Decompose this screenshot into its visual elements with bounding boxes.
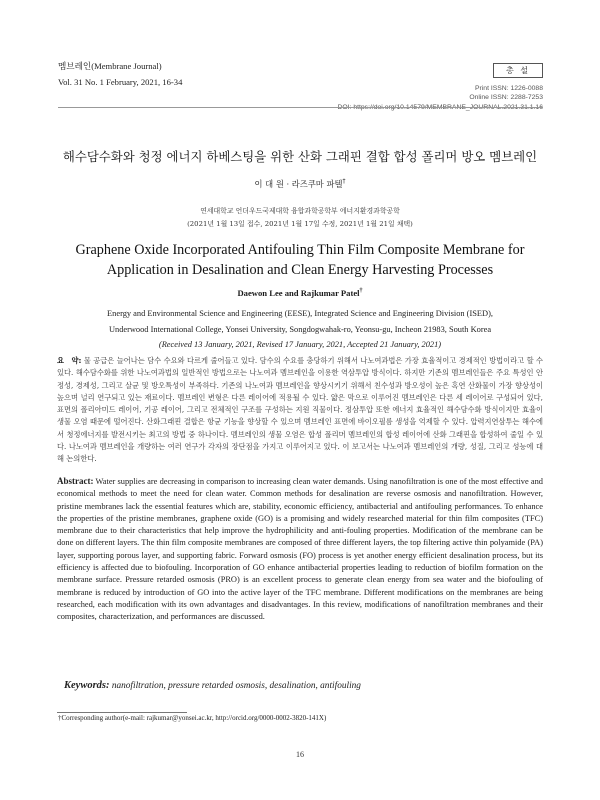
- korean-authors: [0, 178, 600, 190]
- english-dates: (Received 13 January, 2021, Revised 17 January, 2021, Accepted 21 January, 2021): [158, 340, 442, 349]
- english-affiliation: [0, 306, 600, 353]
- header-divider: [58, 107, 543, 108]
- korean-abstract-text: 물 공급은 늘어나는 담수 수요와 다르게 줄어들고 있다. 담수의 수요를 충당하기 위해서 나노여과법은 가장 효율적이고 경제적인 방법이라고 할 수 있다. 해수담수화를 위한 나노여과법의 일반적인 방법으로는 나노여과 멤브레인을 이용한 역삼투압 방식이다. 하지만 기존의 멤브레인들은 주요 특성인 안정성, 경제성, 그리고 살균 및 방오특성이 부족하다. 기존의 나노여과 멤브레인을 향상시키기 위해서 친수성과 방오성이 높은 혹연 산화물이 가장 향상성이 높으며 널리 연구되고 있는 재료이다. 멤브레인 변형은 다른 레이어에 적용될 수 있다. 얇은 막으로 이루어진 멤브레인은 다른 세 레이어로 구성되어 있다, 표면의 폴리아미드 레이어, 기공 레이어, 그리고 전체적인 구조를 구성하는 지원 직물이다. 정삼투압 또한 에너지 효율적인 해수담수화 방식이지만 효율이 생물 오염 때문에 떨어진다. 산화그래핀 결합은 항균 기능을 향상할 수 있으며 멤브레인 표면에 바이오필름 생성을 억제할 수 있다. 압력지연삼투는 해수에서 청정에너지를 발전시키는 최고의 방법 중 하나이다. 멤브레인의 생물 오염은 합성 폴리머 멤브레인의 합성 레이어에 산화 그래핀을 합성하여 줄일 수 있다. 나노여과 멤브레인을 개량하는 여러 연구가 각자의 장단점을 가지고 이루어지고 있다. 이 보고서는 나노여과 멤브레인의 개량, 성질, 그리고 성능에 대해 논의한다.: [57, 356, 543, 464]
- korean-title: 해수담수화와 청정 에너지 하베스팅을 위한 산화 그래핀 결합 합성 폴리머 방오 멤브레인: [62, 149, 538, 164]
- korean-affiliation: [0, 205, 600, 230]
- online-issn: Online ISSN: 2288-7253: [469, 94, 543, 102]
- footnote-divider: [57, 712, 187, 713]
- korean-affiliation-text: 연세대학교 언더우드국제대학 융합과학공학부 에너지환경과학공학: [200, 207, 400, 215]
- corresponding-footnote: †Corresponding author(e-mail: rajkumar@yonsei.ac.kr, http://orcid.org/0000-0002-3820-141X): [58, 714, 327, 722]
- korean-abstract-label: 요 약:: [57, 356, 82, 365]
- print-issn: Print ISSN: 1226-0088: [474, 85, 543, 92]
- keywords: [64, 680, 543, 691]
- keywords-text: nanofiltration, pressure retarded osmosis, desalination, antifouling: [111, 681, 361, 691]
- english-authors: [0, 288, 600, 298]
- page-number: 16: [296, 750, 304, 759]
- journal-name: 멤브레인(Membrane Journal): [58, 61, 162, 71]
- keywords-label: Keywords:: [64, 680, 110, 691]
- article-meta: [337, 58, 543, 112]
- korean-author-names: 이 대 원 · 라즈쿠마 파텔: [254, 179, 343, 189]
- english-abstract-label: Abstract:: [57, 476, 94, 486]
- english-abstract-text: Water supplies are decreasing in comparison to increasing clean water demands. Using nanofiltration is one of the most effective and economical methods to meet the need for clean water. Common methods for desalination are reverse osmosis and nanofiltration. However, pristine membranes lack the essential features which are, stability, economic efficiency, antibacterial and antifouling performances. To enhance the properties of the pristine membranes, graphene oxide (GO) is a promising and widely researched material for thin film composites (TFC) membrane due to their characteristics that help improve the hydrophilicity and anti-fouling properties. Modification of the membrane can be done on different layers. The thin film composite membranes are composed of three different layers, the top filtering active thin polyamide (PA) layer, supporting porous layer, and supporting fabric. Forward osmosis (FO) process is yet another energy efficient desalination process, but its efficiency is affected due to biofouling. Incorporation of GO enhance antibacterial properties leading to reduction of biofilm formation on the membrane surface. Pressure retarded osmosis (PRO) is an excellent process to generate clean energy from sea water and the biofouling of membrane is reduced by introduction of GO into the active layer of the TFC membrane. Different modifications on the membranes are being researched, each modification with its own advantages and disadvantages. In this review, modifications of nanofiltration membranes and their composites, characterization, and performances are discussed.: [57, 477, 543, 622]
- korean-dates: (2021년 1월 13일 접수, 2021년 1월 17일 수정, 2021년 1월 21일 채택): [187, 219, 413, 228]
- english-affiliation-line-2: Underwood International College, Yonsei University, Songdogwahak-ro, Yeonsu-gu, Incheon 21983, South Korea: [108, 324, 492, 334]
- journal-header: [58, 58, 182, 90]
- english-affiliation-line-1: Energy and Environmental Science and Engineering (EESE), Integrated Science and Engineering Division (ISED),: [107, 309, 493, 318]
- korean-abstract: [57, 355, 543, 466]
- article-type-badge: 총 설: [493, 63, 543, 78]
- english-title: Graphene Oxide Incorporated Antifouling Thin Film Composite Membrane for Application in Desalination and Clean Energy Harvesting Processes: [75, 242, 525, 278]
- corresponding-mark: †: [359, 288, 363, 295]
- english-abstract: [57, 475, 543, 624]
- english-author-names: Daewon Lee and Rajkumar Patel: [237, 288, 360, 298]
- doi-link[interactable]: DOI: https://doi.org/10.14579/MEMBRANE_JOURNAL.2021.31.1.16: [337, 103, 543, 111]
- volume-line: Vol. 31 No. 1 February, 2021, 16-34: [58, 77, 183, 87]
- corresponding-mark: †: [342, 178, 346, 186]
